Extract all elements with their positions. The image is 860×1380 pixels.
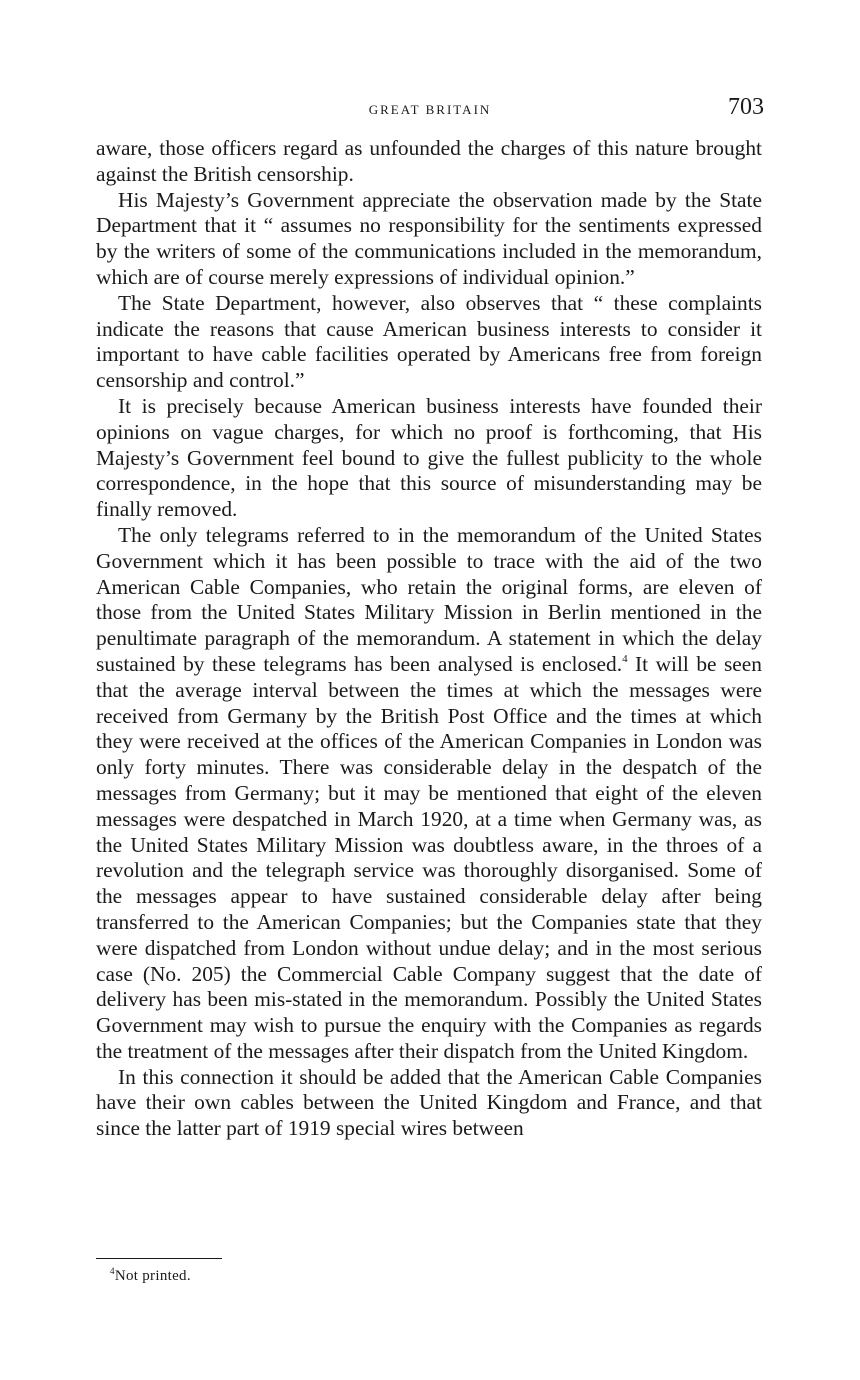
paragraph-3: The State Department, however, also observes that “ these complaints indicate the reasons that cause American business interests to consider it important to have cable facilities operated by Americans free from foreign censorship and control.” xyxy=(96,290,762,393)
paragraph-5-text-after-note: It will be seen that the average interval between the times at which the messages were received from Germany by the British Post Office and the times at which they were received at the offices of the American Companies in London was only forty minutes. There was considerable delay in the despatch of the messages from Germany; but it may be mentioned that eight of the eleven messages were despatched in March 1920, at a time when Germany was, as the United States Military Mission was doubtless aware, in the throes of a revolution and the telegraph service was thoroughly disorganised. Some of the messages appear to have sustained considerable delay after being transferred to the American Companies; but the Companies state that they were dispatched from London without undue delay; and in the most serious case (No. 205) the Commercial Cable Company suggest that the date of delivery has been mis-stated in the memorandum. Possibly the United States Government may wish to pursue the enquiry with the Companies as regards the treatment of the messages after their dispatch from the United Kingdom. xyxy=(96,651,762,1063)
footnote-divider xyxy=(96,1258,222,1259)
paragraph-5-text-before-note: The only telegrams referred to in the memorandum of the United States Government which it has been possible to trace with the aid of the two American Cable Companies, who retain the original forms, are eleven of those from the United States Military Mission in Berlin mentioned in the penultimate paragraph of the memorandum. A statement in which the delay sustained by these telegrams has been analysed is enclosed. xyxy=(96,522,762,676)
footnote xyxy=(110,1266,191,1285)
paragraph-4: It is precisely because American business interests have founded their opinions on vague charges, for which no proof is forthcoming, that His Majesty’s Government feel bound to give the fullest publicity to the whole correspondence, in the hope that this source of misunderstanding may be finally removed. xyxy=(96,393,762,522)
page-number: 703 xyxy=(728,94,764,120)
paragraph-6: In this connection it should be added that the American Cable Companies have their own cables between the United Kingdom and France, and that since the latter part of 1919 special wires between xyxy=(96,1064,762,1141)
running-head: GREAT BRITAIN xyxy=(368,102,492,117)
footnote-text: Not printed. xyxy=(114,1268,191,1284)
footnote-reference: 4 xyxy=(622,652,628,665)
page-header xyxy=(96,94,764,124)
paragraph-5 xyxy=(96,523,762,1065)
footnote-marker: 4 xyxy=(110,1266,115,1276)
paragraph-1: aware, those officers regard as unfounded the charges of this nature brought against the British censorship. xyxy=(96,136,762,186)
paragraph-2: His Majesty’s Government appreciate the observation made by the State Department that it “ assumes no responsibility for the sentiments expressed by the writers of some of the communications included in the memorandum, which are of course merely expressions of individual opinion.” xyxy=(96,187,762,289)
body-text xyxy=(96,136,762,1142)
